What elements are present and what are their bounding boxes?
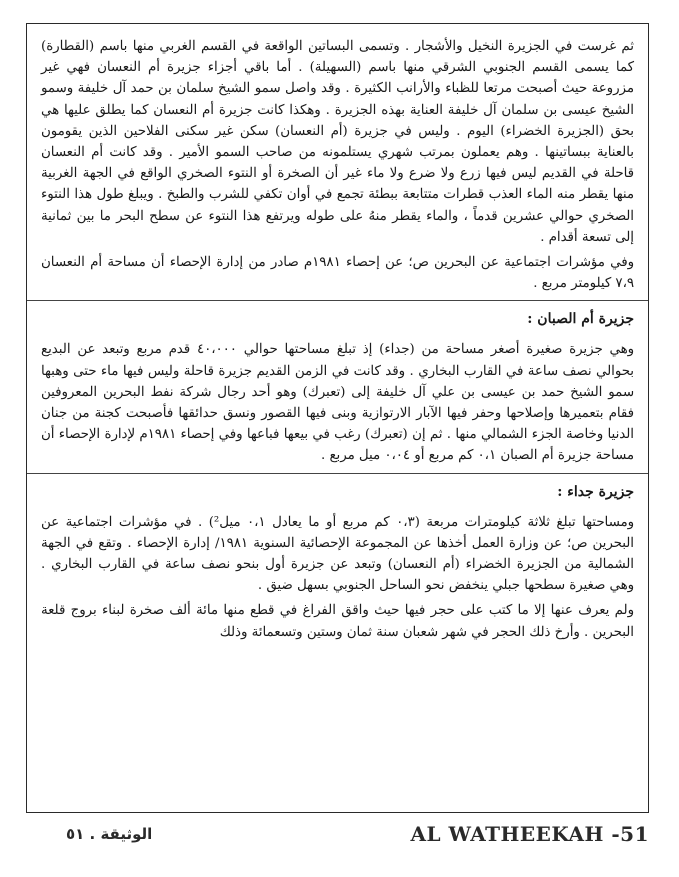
footer-arabic-title: الوثيقة . ٥١ <box>66 825 153 843</box>
footer-english-title: AL WATHEEKAH -51 <box>410 822 649 846</box>
paragraph-um-subban: وهي جزيرة صغيرة أصغر مساحة من (جداء) إذ تبلغ مساحتها حوالي ٤٠،٠٠٠ قدم مربع وتبعد عن البديع بحوالي نصف ساعة في القارب البخاري . وقد كانت في الزمن القديم جزيرة قاحلة وليس فيها ماء حتى وهبها سمو الشيخ حمد بن عيسى بن علي آل خليفة إلى (تعبرك) وهو أحد رجال شركة نفط البحرين المعروفين فقام بتعميرها وإصلاحها وحفر فيها الآبار الارتوازية وبنى فيها القصور ونسق حدائقها فأصبحت كجنة من جنان الدنيا وخاصة الجزء الشمالي منها . ثم إن (تعبرك) رغب في بيعها فباعها وفي إحصاء ١٩٨١م لإدارة الإحصاء أن مساحة جزيرة أم الصبان ٠،١ كم مربع أو ٠،٠٤ ميل مربع . <box>41 342 635 464</box>
paragraph-jidda-area: ومساحتها تبلغ ثلاثة كيلومترات مربعة (٠،٣ كم مربع أو ما يعادل ٠،١ ميل²) . في مؤشرات اجتماعية عن البحرين ص؛ عن وزارة العمل أخذها عن المجموعة الإحصائية السنوية ١٩٨١/ إدارة الإحصاء . وتقع في الجهة الشمالية من الجزيرة الخضراء (أم النعسان) وتبعد عن جزيرة أول بنحو نصف ساعة في القارب البخاري . وهي صغيرة سطحها جبلي ينخفض نحو الساحل الجنوبي بسهل ضيق . <box>41 514 634 594</box>
section-divider <box>27 473 648 474</box>
heading-um-subban: جزيرة أم الصبان : <box>527 311 634 328</box>
page-frame <box>26 23 649 813</box>
paragraph-um-nasan-history: ثم غرست في الجزيرة النخيل والأشجار . وتسمى البساتين الواقعة في القسم الغربي منها باسم (القطارة) كما يسمى القسم الجنوبي الشرقي منها باسم (السهيلة) . أما باقي أجزاء جزيرة أم النعسان فهي غير مزروعة حيث أصبحت مرتعا للظباء والأرانب الكثيرة . وقد واصل سمو الشيخ سلمان بن حمد آل خليفة وسمو الشيخ عيسى بن سلمان آل خليفة العناية بهذه الجزيرة . وهكذا كانت جزيرة أم النعسان كما يطلق عليها هي بحق (الجزيرة الخضراء) اليوم . وليس في جزيرة (أم النعسان) سكن غير سكنى الفلاحين الذين يقومون بالعناية ببساتينها . وهم يعملون بمرتب شهري يستلمونه من صاحب السمو الأمير . وقد كانت أم النعسان قاحلة في القديم ليس فيها زرع ولا ضرع ولا ماء غير أن الصخرة أو النتوء الصخري الواقع في الجهة الغربية منها يقطر منه الماء العذب قطرات متتابعة ببطئة تجمع في أوان تكفي للشرب والطبخ . ويبلغ طول هذا النتوء الصخري حوالي عشرين قدماً ، والماء يقطر منهُ على طوله ويرتفع هذا النتوء عن سطح البحر ما بين ثمانية إلى تسعة أقدام . <box>41 39 634 245</box>
paragraph-um-nasan-area: وفي مؤشرات اجتماعية عن البحرين ص؛ عن إحصاء ١٩٨١م صادر من إدارة الإحصاء أن مساحة أم النعسان ٧،٩ كيلومتر مربع . <box>41 255 634 292</box>
heading-jidda: جزيرة جداء : <box>557 483 634 500</box>
section-divider <box>27 300 648 301</box>
page-footer <box>26 822 649 852</box>
paragraph-jidda-stone: ولم يعرف عنها إلا ما كتب على حجر فيها حيث واقق الفراغ في قطع منها مائة ألف صخرة لبناء بروج قلعة البحرين . وأرخ ذلك الحجر في شهر شعبان سنة ثمان وستين وتسعمائة وذلك <box>41 603 634 640</box>
